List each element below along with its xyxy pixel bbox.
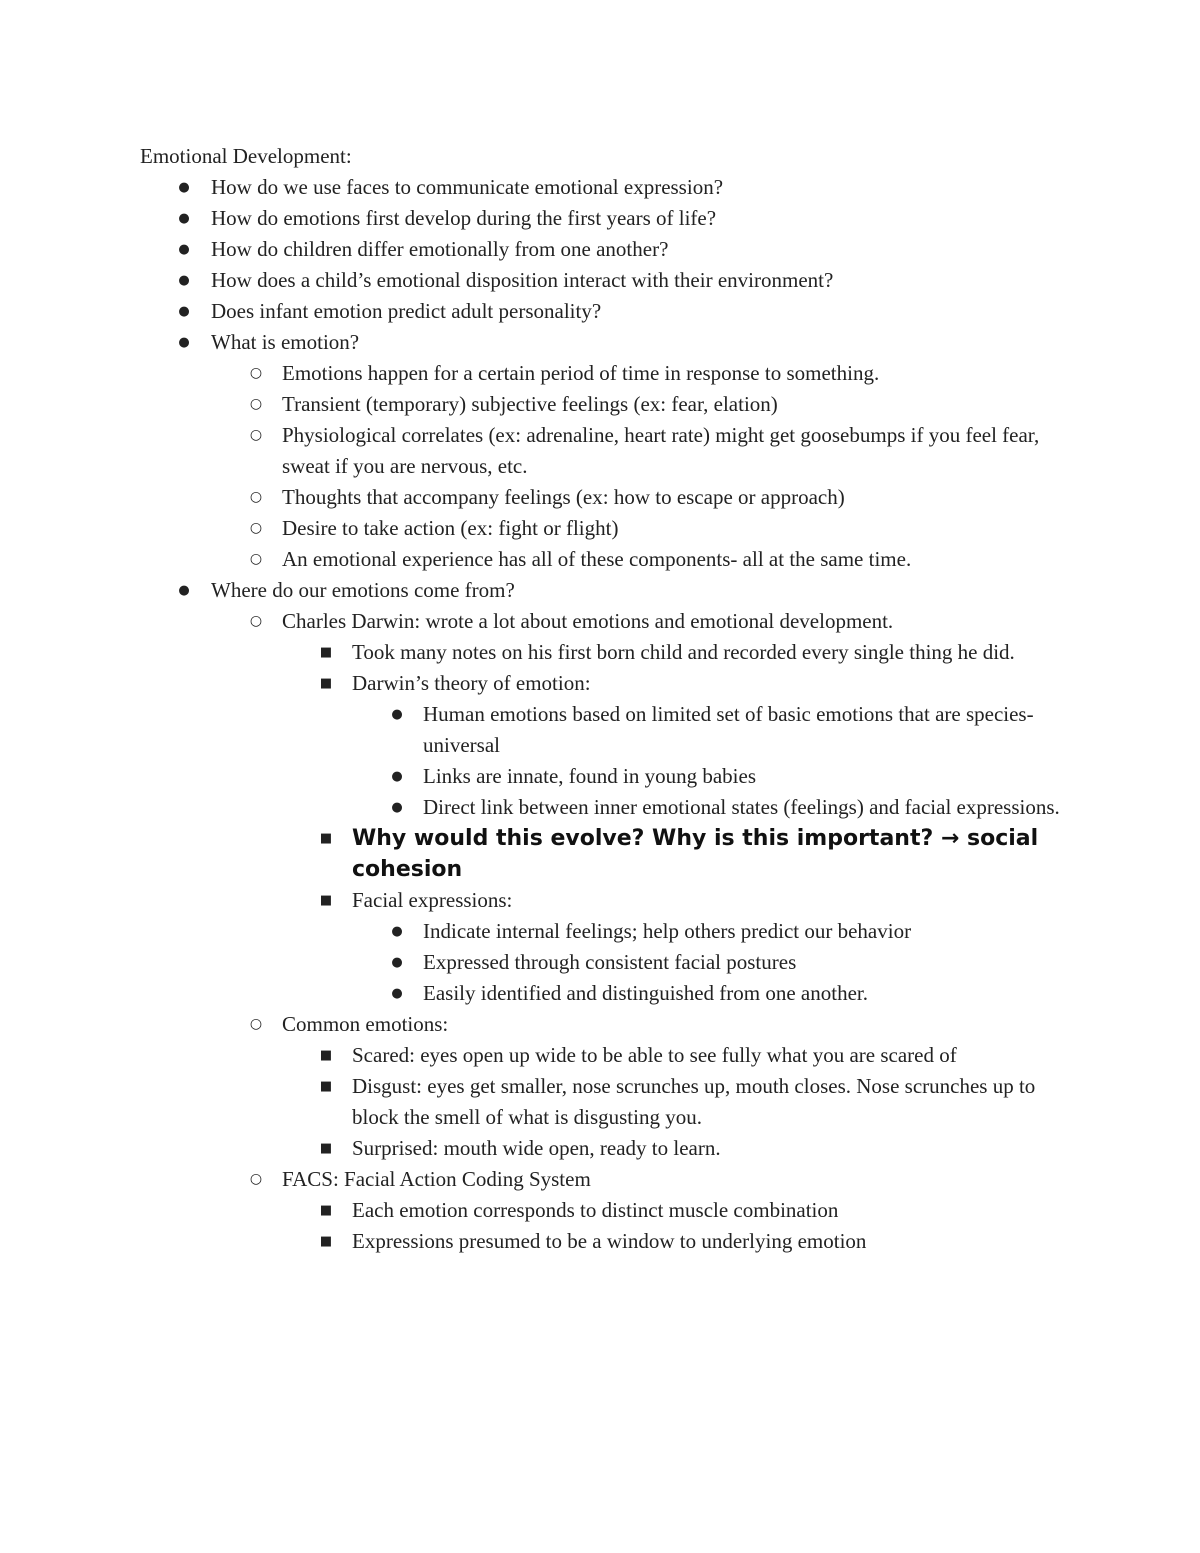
outline-item-level-4 bbox=[140, 699, 1070, 761]
outline-item-text: Easily identified and distinguished from one another. bbox=[423, 981, 868, 1005]
outline-item-text: Facial expressions: bbox=[352, 888, 513, 912]
disc-bullet-icon: ● bbox=[178, 180, 190, 195]
outline-item-level-1 bbox=[140, 203, 1070, 234]
square-bullet-icon: ■ bbox=[319, 645, 333, 660]
outline-item-text: How does a child’s emotional disposition interact with their environment? bbox=[211, 268, 834, 292]
disc-bullet-icon: ● bbox=[178, 335, 190, 350]
disc-bullet-icon: ● bbox=[391, 707, 403, 722]
outline-item-level-3 bbox=[140, 668, 1070, 699]
circle-bullet-icon: ○ bbox=[249, 396, 263, 412]
outline-item-level-1 bbox=[140, 172, 1070, 203]
outline-item-text: Each emotion corresponds to distinct muscle combination bbox=[352, 1198, 839, 1222]
outline-item-text: Charles Darwin: wrote a lot about emotions and emotional development. bbox=[282, 609, 894, 633]
square-bullet-icon: ■ bbox=[319, 1203, 333, 1218]
outline-item-level-3 bbox=[140, 1133, 1070, 1164]
disc-bullet-icon: ● bbox=[178, 273, 190, 288]
square-bullet-icon: ■ bbox=[319, 1048, 333, 1063]
square-bullet-icon: ■ bbox=[319, 1079, 333, 1094]
outline-item-text: Scared: eyes open up wide to be able to see fully what you are scared of bbox=[352, 1043, 957, 1067]
square-bullet-icon: ■ bbox=[319, 831, 333, 846]
square-bullet-icon: ■ bbox=[319, 676, 333, 691]
outline-item-text: Thoughts that accompany feelings (ex: how to escape or approach) bbox=[282, 485, 845, 509]
outline-item-text: An emotional experience has all of these components- all at the same time. bbox=[282, 547, 912, 571]
outline-item-level-3 bbox=[140, 637, 1070, 668]
square-bullet-icon: ■ bbox=[319, 1234, 333, 1249]
outline-item-level-1 bbox=[140, 296, 1070, 327]
outline-item-text: Physiological correlates (ex: adrenaline, heart rate) might get goosebumps if you feel fear, sweat if you are nervous, etc. bbox=[282, 423, 1040, 478]
outline-item-level-2 bbox=[140, 482, 1070, 513]
outline-item-level-4 bbox=[140, 916, 1070, 947]
outline-item-level-2 bbox=[140, 513, 1070, 544]
outline-item-level-3 bbox=[140, 1040, 1070, 1071]
outline-item-text: FACS: Facial Action Coding System bbox=[282, 1167, 591, 1191]
outline-item-text: What is emotion? bbox=[211, 330, 360, 354]
outline-item-text: How do we use faces to communicate emotional expression? bbox=[211, 175, 724, 199]
outline-item-level-3 bbox=[140, 885, 1070, 916]
outline-item-text: Expressions presumed to be a window to underlying emotion bbox=[352, 1229, 867, 1253]
circle-bullet-icon: ○ bbox=[249, 1016, 263, 1032]
disc-bullet-icon: ● bbox=[178, 304, 190, 319]
outline-item-text: Desire to take action (ex: fight or flight) bbox=[282, 516, 619, 540]
outline-item-text: Expressed through consistent facial postures bbox=[423, 950, 797, 974]
outline-item-level-4 bbox=[140, 947, 1070, 978]
disc-bullet-icon: ● bbox=[391, 924, 403, 939]
outline-item-level-2 bbox=[140, 1009, 1070, 1040]
disc-bullet-icon: ● bbox=[178, 242, 190, 257]
circle-bullet-icon: ○ bbox=[249, 489, 263, 505]
circle-bullet-icon: ○ bbox=[249, 613, 263, 629]
outline-item-text: How do emotions first develop during the first years of life? bbox=[211, 206, 717, 230]
outline-item-level-1 bbox=[140, 327, 1070, 358]
disc-bullet-icon: ● bbox=[178, 211, 190, 226]
outline-item-level-3 bbox=[140, 1071, 1070, 1133]
outline-item-text: Common emotions: bbox=[282, 1012, 449, 1036]
outline-item-text: Human emotions based on limited set of basic emotions that are species-universal bbox=[423, 702, 1034, 757]
outline-item-level-2 bbox=[140, 1164, 1070, 1195]
outline-item-level-3 bbox=[140, 823, 1070, 885]
square-bullet-icon: ■ bbox=[319, 893, 333, 908]
outline-item-level-2 bbox=[140, 420, 1070, 482]
circle-bullet-icon: ○ bbox=[249, 427, 263, 443]
circle-bullet-icon: ○ bbox=[249, 551, 263, 567]
circle-bullet-icon: ○ bbox=[249, 520, 263, 536]
document-title: Emotional Development: bbox=[140, 144, 352, 168]
outline-item-level-2 bbox=[140, 358, 1070, 389]
outline-item-text: Emotions happen for a certain period of time in response to something. bbox=[282, 361, 880, 385]
circle-bullet-icon: ○ bbox=[249, 365, 263, 381]
square-bullet-icon: ■ bbox=[319, 1141, 333, 1156]
outline-item-text: Transient (temporary) subjective feelings (ex: fear, elation) bbox=[282, 392, 778, 416]
outline-item-text: How do children differ emotionally from one another? bbox=[211, 237, 669, 261]
outline-item-text: Links are innate, found in young babies bbox=[423, 764, 757, 788]
outline-item-level-2 bbox=[140, 544, 1070, 575]
outline-item-text: Where do our emotions come from? bbox=[211, 578, 515, 602]
outline-item-level-3 bbox=[140, 1195, 1070, 1226]
circle-bullet-icon: ○ bbox=[249, 1171, 263, 1187]
outline-item-level-3 bbox=[140, 1226, 1070, 1257]
outline-item-text: Why would this evolve? Why is this important? → social cohesion bbox=[352, 826, 1039, 882]
document-page bbox=[140, 141, 1070, 1257]
disc-bullet-icon: ● bbox=[178, 583, 190, 598]
outline-item-text: Direct link between inner emotional states (feelings) and facial expressions. bbox=[423, 795, 1060, 819]
outline-item-text: Darwin’s theory of emotion: bbox=[352, 671, 591, 695]
outline-item-level-1 bbox=[140, 265, 1070, 296]
outline-item-level-4 bbox=[140, 792, 1070, 823]
disc-bullet-icon: ● bbox=[391, 769, 403, 784]
disc-bullet-icon: ● bbox=[391, 955, 403, 970]
outline-item-text: Does infant emotion predict adult personality? bbox=[211, 299, 602, 323]
outline-item-level-1 bbox=[140, 575, 1070, 606]
outline-item-text: Indicate internal feelings; help others predict our behavior bbox=[423, 919, 912, 943]
outline-item-level-1 bbox=[140, 234, 1070, 265]
outline-item-text: Took many notes on his first born child and recorded every single thing he did. bbox=[352, 640, 1015, 664]
outline-list bbox=[140, 172, 1070, 1257]
outline-item-level-2 bbox=[140, 389, 1070, 420]
outline-item-text: Disgust: eyes get smaller, nose scrunches up, mouth closes. Nose scrunches up to block the smell of what is disgusting you. bbox=[352, 1074, 1036, 1129]
outline-item-text: Surprised: mouth wide open, ready to learn. bbox=[352, 1136, 721, 1160]
outline-item-level-2 bbox=[140, 606, 1070, 637]
disc-bullet-icon: ● bbox=[391, 986, 403, 1001]
outline-item-level-4 bbox=[140, 978, 1070, 1009]
disc-bullet-icon: ● bbox=[391, 800, 403, 815]
outline-item-level-4 bbox=[140, 761, 1070, 792]
